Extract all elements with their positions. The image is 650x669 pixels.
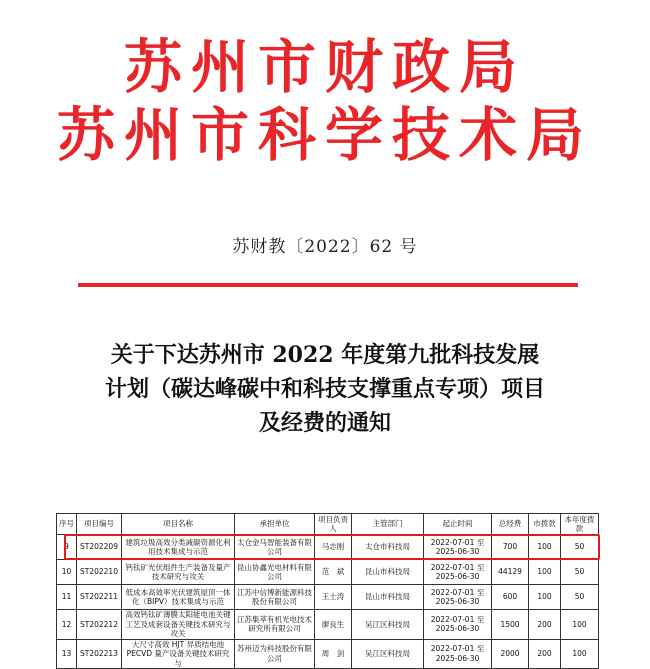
cell-unit: 江苏中信博新能源科技股份有限公司 xyxy=(235,585,315,610)
cell-code: ST202212 xyxy=(77,610,122,640)
notice-title-line-1: 关于下达苏州市 2022 年度第九批科技发展 xyxy=(110,342,540,368)
cell-period: 2022-07-01 至 2025-06-30 xyxy=(424,560,492,585)
cell-leader: 马志刚 xyxy=(315,535,352,560)
cell-city: 200 xyxy=(529,610,561,640)
notice-title xyxy=(60,338,590,440)
cell-unit: 昆山协鑫光电材料有限公司 xyxy=(235,560,315,585)
col-header-leader: 项目负责人 xyxy=(315,514,352,535)
cell-dept: 昆山市科技局 xyxy=(352,585,424,610)
cell-period: 2022-07-01 至 2025-06-30 xyxy=(424,585,492,610)
table-header-row xyxy=(57,514,599,535)
cell-unit: 苏州迈为科技股份有限公司 xyxy=(235,639,315,669)
cell-period: 2022-07-01 至 2025-06-30 xyxy=(424,610,492,640)
cell-leader: 廖良生 xyxy=(315,610,352,640)
col-header-year: 本年度拨款 xyxy=(561,514,599,535)
cell-year: 50 xyxy=(561,585,599,610)
cell-city: 100 xyxy=(529,535,561,560)
cell-total: 600 xyxy=(492,585,529,610)
project-table-container xyxy=(56,513,598,668)
cell-unit: 太仓金马智能装备有限公司 xyxy=(235,535,315,560)
cell-period: 2022-07-01 至 2025-06-30 xyxy=(424,535,492,560)
cell-year: 100 xyxy=(561,639,599,669)
cell-period: 2022-07-01 至 2025-06-30 xyxy=(424,639,492,669)
cell-total: 700 xyxy=(492,535,529,560)
table-row xyxy=(57,610,599,640)
cell-no: 12 xyxy=(57,610,77,640)
cell-leader: 王士涛 xyxy=(315,585,352,610)
cell-code: ST202209 xyxy=(77,535,122,560)
cell-code: ST202211 xyxy=(77,585,122,610)
col-header-unit: 承担单位 xyxy=(235,514,315,535)
cell-code: ST202213 xyxy=(77,639,122,669)
cell-total: 44129 xyxy=(492,560,529,585)
issuer-line-science-bureau: 苏州市科学技术局 xyxy=(56,101,593,169)
document-number: 苏财教〔2022〕62 号 xyxy=(232,237,418,257)
cell-year: 100 xyxy=(561,610,599,640)
cell-code: ST202210 xyxy=(77,560,122,585)
table-row xyxy=(57,535,599,560)
cell-total: 2000 xyxy=(492,639,529,669)
cell-name: 钙钛矿光伏组件生产装备及量产技术研究与攻关 xyxy=(122,560,235,585)
col-header-period: 起止时间 xyxy=(424,514,492,535)
cell-name: 高效钙钛矿薄膜太阳能电池关键工艺及成套设备关键技术研究与攻关 xyxy=(122,610,235,640)
cell-leader: 周 剑 xyxy=(315,639,352,669)
red-divider xyxy=(78,283,578,287)
cell-no: 11 xyxy=(57,585,77,610)
cell-name: 建筑垃圾高效分类减碳资源化利用技术集成与示范 xyxy=(122,535,235,560)
issuer-line-finance-bureau: 苏州市财政局 xyxy=(123,33,526,101)
notice-title-line-2: 计划（碳达峰碳中和科技支撑重点专项）项目 xyxy=(104,376,545,402)
cell-year: 50 xyxy=(561,560,599,585)
col-header-code: 项目编号 xyxy=(77,514,122,535)
cell-dept: 昆山市科技局 xyxy=(352,560,424,585)
cell-city: 200 xyxy=(529,639,561,669)
col-header-total: 总经费 xyxy=(492,514,529,535)
notice-title-line-3: 及经费的通知 xyxy=(258,410,391,436)
table-row xyxy=(57,560,599,585)
cell-name: 低成本高效率光伏建筑屋顶一体化（BIPV）技术集成与示范 xyxy=(122,585,235,610)
cell-leader: 范 斌 xyxy=(315,560,352,585)
cell-unit: 江苏集萃有机光电技术研究所有限公司 xyxy=(235,610,315,640)
cell-dept: 吴江区科技局 xyxy=(352,610,424,640)
col-header-dept: 主管部门 xyxy=(352,514,424,535)
cell-total: 1500 xyxy=(492,610,529,640)
col-header-name: 项目名称 xyxy=(122,514,235,535)
table-row xyxy=(57,639,599,669)
cell-dept: 太仓市科技局 xyxy=(352,535,424,560)
cell-no: 10 xyxy=(57,560,77,585)
cell-city: 100 xyxy=(529,585,561,610)
project-table xyxy=(56,513,599,669)
cell-city: 100 xyxy=(529,560,561,585)
cell-no: 13 xyxy=(57,639,77,669)
col-header-city: 市拨款 xyxy=(529,514,561,535)
cell-dept: 吴江区科技局 xyxy=(352,639,424,669)
col-header-no: 序号 xyxy=(57,514,77,535)
cell-year: 50 xyxy=(561,535,599,560)
table-row xyxy=(57,585,599,610)
cell-name: 大尺寸高效 HJT 异质结电池 PECVD 量产设备关键技术研究与 xyxy=(122,639,235,669)
cell-no: 9 xyxy=(57,535,77,560)
